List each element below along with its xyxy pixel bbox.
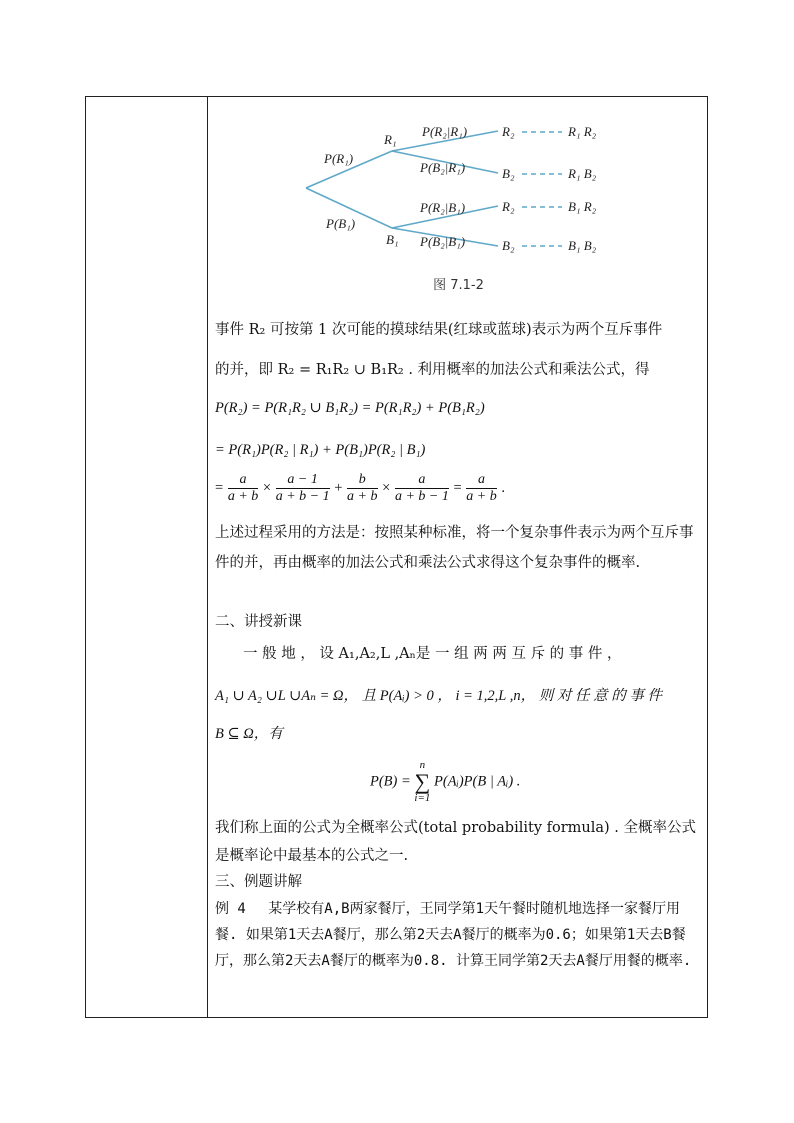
label-p-r1: P(R₁) — [324, 151, 354, 166]
paragraph-line-1: 事件 R₂ 可按第 1 次可能的摸球结果(红球或蓝球)表示为两个互斥事件 — [215, 322, 663, 338]
label-p-b2-b1: P(B₂|B₁) — [420, 234, 466, 249]
column-divider — [207, 96, 208, 1018]
label-p-r2-r1: P(R₂|R₁) — [422, 124, 468, 139]
general-line-1: 一 般 地 ， 设 A₁,A₂,L ,Aₙ是 一 组 两 两 互 斥 的 事 件 ， — [243, 646, 622, 662]
fraction-2: $\frac{a - 1}{a + b - 1}$ — [275, 472, 330, 504]
outcome-r1r2: R₁ R₂ — [568, 124, 597, 139]
total-probability-formula: P(B) = n ∑ i=1 P(Aᵢ)P(B | Aᵢ) . — [370, 759, 521, 804]
summation: n ∑ i=1 — [414, 759, 431, 804]
example-4: 例 4 某学校有A,B两家餐厅，王同学第1天午餐时随机地选择一家餐厅用餐. 如果第1天去A餐厅，那么第2天去A餐厅的概率为0.6；如果第1天去B餐厅，那么第2天去A餐厅的概率为0.8. 计算王同学第2天去A餐厅用餐的概率. — [215, 901, 692, 969]
method-paragraph: 上述过程采用的方法是：按照某种标准，将一个复杂事件表示为两个互斥事件的并，再由概率的加法公式和乘法公式求得这个复杂事件的概率. — [215, 525, 694, 571]
equation-1: P(R₂) = P(R₁R₂ ∪ B₁R₂) = P(R₁R₂) + P(B₁R₂) — [215, 400, 485, 416]
formula-description: 我们称上面的公式为全概率公式(total probability formula) . 全概率公式是概率论中最基本的公式之一. — [215, 820, 697, 864]
equation-2: = P(R₁)P(R₂ | R₁) + P(B₁)P(R₂ | B₁) — [215, 442, 426, 458]
figure-caption: 图 7.1-2 — [433, 278, 484, 293]
fraction-3: $\frac{b}{a + b}$ — [347, 472, 378, 504]
fraction-1: $\frac{a}{a + b}$ — [227, 472, 259, 504]
section-heading-3: 三、例题讲解 — [215, 874, 302, 890]
leaf-r2-b: R₂ — [502, 199, 515, 214]
general-line-2: A₁ ∪ A₂ ∪L ∪Aₙ = Ω， 且 P(Aᵢ) > 0 ， i = 1,2,L ,n， 则 对 任 意 的 事 件 — [215, 688, 662, 704]
probability-tree-diagram — [300, 118, 610, 268]
outcome-b1b2: B₁ B₂ — [568, 238, 597, 253]
fraction-5: $\frac{a}{a + b}$ — [466, 472, 497, 504]
section-heading-2: 二、讲授新课 — [215, 614, 302, 630]
leaf-b2-b: B₂ — [502, 238, 515, 253]
label-p-r2-b1: P(R₂|B₁) — [420, 200, 466, 215]
outcome-r1b2: R₁ B₂ — [568, 166, 597, 181]
outcome-b1r2: B₁ R₂ — [568, 199, 597, 214]
general-line-3: B ⊆ Ω，有 — [215, 726, 283, 742]
paragraph-line-2: 的并，即 R₂ = R₁R₂ ∪ B₁R₂ . 利用概率的加法公式和乘法公式，得 — [215, 362, 650, 378]
fraction-4: $\frac{a}{a + b - 1}$ — [394, 472, 449, 504]
equation-3: = $\frac{a}{a + b}$ × $\frac{a - 1}{a + b - 1}$ + $\frac{b}{a + b}$ × $\frac{a}{a + b - 1}$ = $\frac{a}{a + b}$ . — [215, 472, 505, 504]
label-p-b2-r1: P(B₂|R₁) — [420, 160, 466, 175]
label-b1: B₁ — [386, 232, 399, 247]
leaf-r2-a: R₂ — [502, 124, 515, 139]
label-r1: R₁ — [384, 132, 397, 147]
label-p-b1: P(B₁) — [326, 216, 356, 231]
leaf-b2-a: B₂ — [502, 166, 515, 181]
